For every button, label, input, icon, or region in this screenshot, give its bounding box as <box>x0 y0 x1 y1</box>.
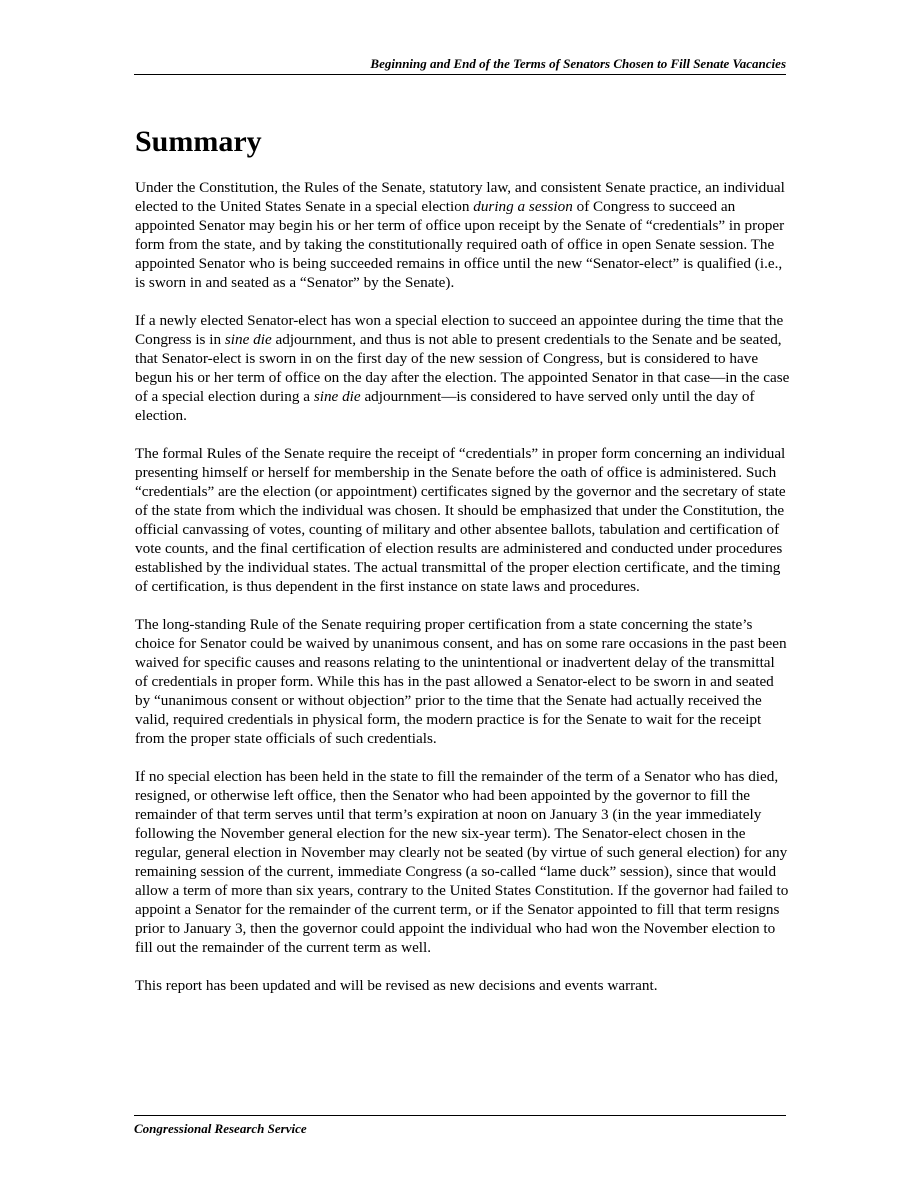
summary-paragraph-2 <box>135 311 790 425</box>
summary-paragraph-5: If no special election has been held in the state to fill the remainder of the term of a Senator who has died, resigned, or otherwise left office, then the Senator who had been appointed by the governor to fill the remainder of that term serves until that term’s expiration at noon on January 3 (in the year immediately following the November general election for the new six-year term). The Senator-elect chosen in the regular, general election in November may clearly not be seated (by virtue of such general election) for any remaining session of the current, immediate Congress (a so-called “lame duck” session), since that would allow a term of more than six years, contrary to the United States Constitution. If the governor had failed to appoint a Senator for the remainder of the current term, or if the Senator appointed to fill that term resigns prior to January 3, then the governor could appoint the individual who had won the November election to fill out the remainder of the current term as well. <box>135 768 789 956</box>
p2-text-part2: adjournment, and thus is not able to present credentials to the Senate and be seated, that Senator-elect is sworn in on the first day of the new session of Congress, but is considered to have begun his or her term of office on the day after the election. The appointed Senator in that case—in the case of a special election during a <box>135 331 790 405</box>
p1-emphasis: during a session <box>473 198 573 215</box>
summary-paragraph-4: The long-standing Rule of the Senate requiring proper certification from a state concerning the state’s choice for Senator could be waived by unanimous consent, and has on some rare occasions in the past been waived for specific causes and reasons relating to the unintentional or inadvertent delay of the transmittal of credentials in proper form. While this has in the past allowed a Senator-elect to be sworn in and seated by “unanimous consent or without objection” prior to the time that the Senate had actually received the valid, required credentials in physical form, the modern practice is for the Senate to wait for the receipt from the proper state officials of such credentials. <box>135 616 787 747</box>
p2-emphasis-1: sine die <box>224 331 272 348</box>
summary-body <box>135 178 790 995</box>
page-footer <box>134 1115 786 1137</box>
p2-emphasis-2: sine die <box>313 388 361 405</box>
summary-paragraph-3: The formal Rules of the Senate require the receipt of “credentials” in proper form concerning an individual presenting himself or herself for membership in the Senate before the oath of office is administered. Such “credentials” are the election (or appointment) certificates signed by the governor and the secretary of state of the state from which the individual was chosen. It should be emphasized that under the Constitution, the official canvassing of votes, counting of military and other absentee ballots, tabulation and certification of vote counts, and the final certification of election results are administered and conducted under procedures established by the individual states. The actual transmittal of the proper election certificate, and the timing of certification, is thus dependent in the first instance on state laws and procedures. <box>135 445 786 595</box>
p1-text-before: Under the Constitution, the Rules of the Senate, statutory law, and consistent Senate practice, an individual elected to the United States Senate in a special election <box>135 179 785 215</box>
summary-paragraph-6: This report has been updated and will be revised as new decisions and events warrant. <box>135 977 658 994</box>
p2-text-part3: adjournment—is considered to have served only until the day of election. <box>135 388 755 424</box>
p1-text-after: of Congress to succeed an appointed Senator may begin his or her term of office upon receipt by the Senate of “credentials” in proper form from the state, and by taking the constitutionally required oath of office in open Senate session. The appointed Senator who is being succeeded remains in office until the new “Senator-elect” is qualified (i.e., is sworn in and seated as a “Senator” by the Senate). <box>135 198 785 291</box>
footer-publisher: Congressional Research Service <box>134 1121 307 1136</box>
p2-text-part1: If a newly elected Senator-elect has won a special election to succeed an appointee during the time that the Congress is in <box>135 312 784 348</box>
summary-paragraph-1 <box>135 178 790 292</box>
page-title: Summary <box>135 125 262 158</box>
running-header-title: Beginning and End of the Terms of Senators Chosen to Fill Senate Vacancies <box>370 56 786 71</box>
running-header <box>134 55 786 75</box>
